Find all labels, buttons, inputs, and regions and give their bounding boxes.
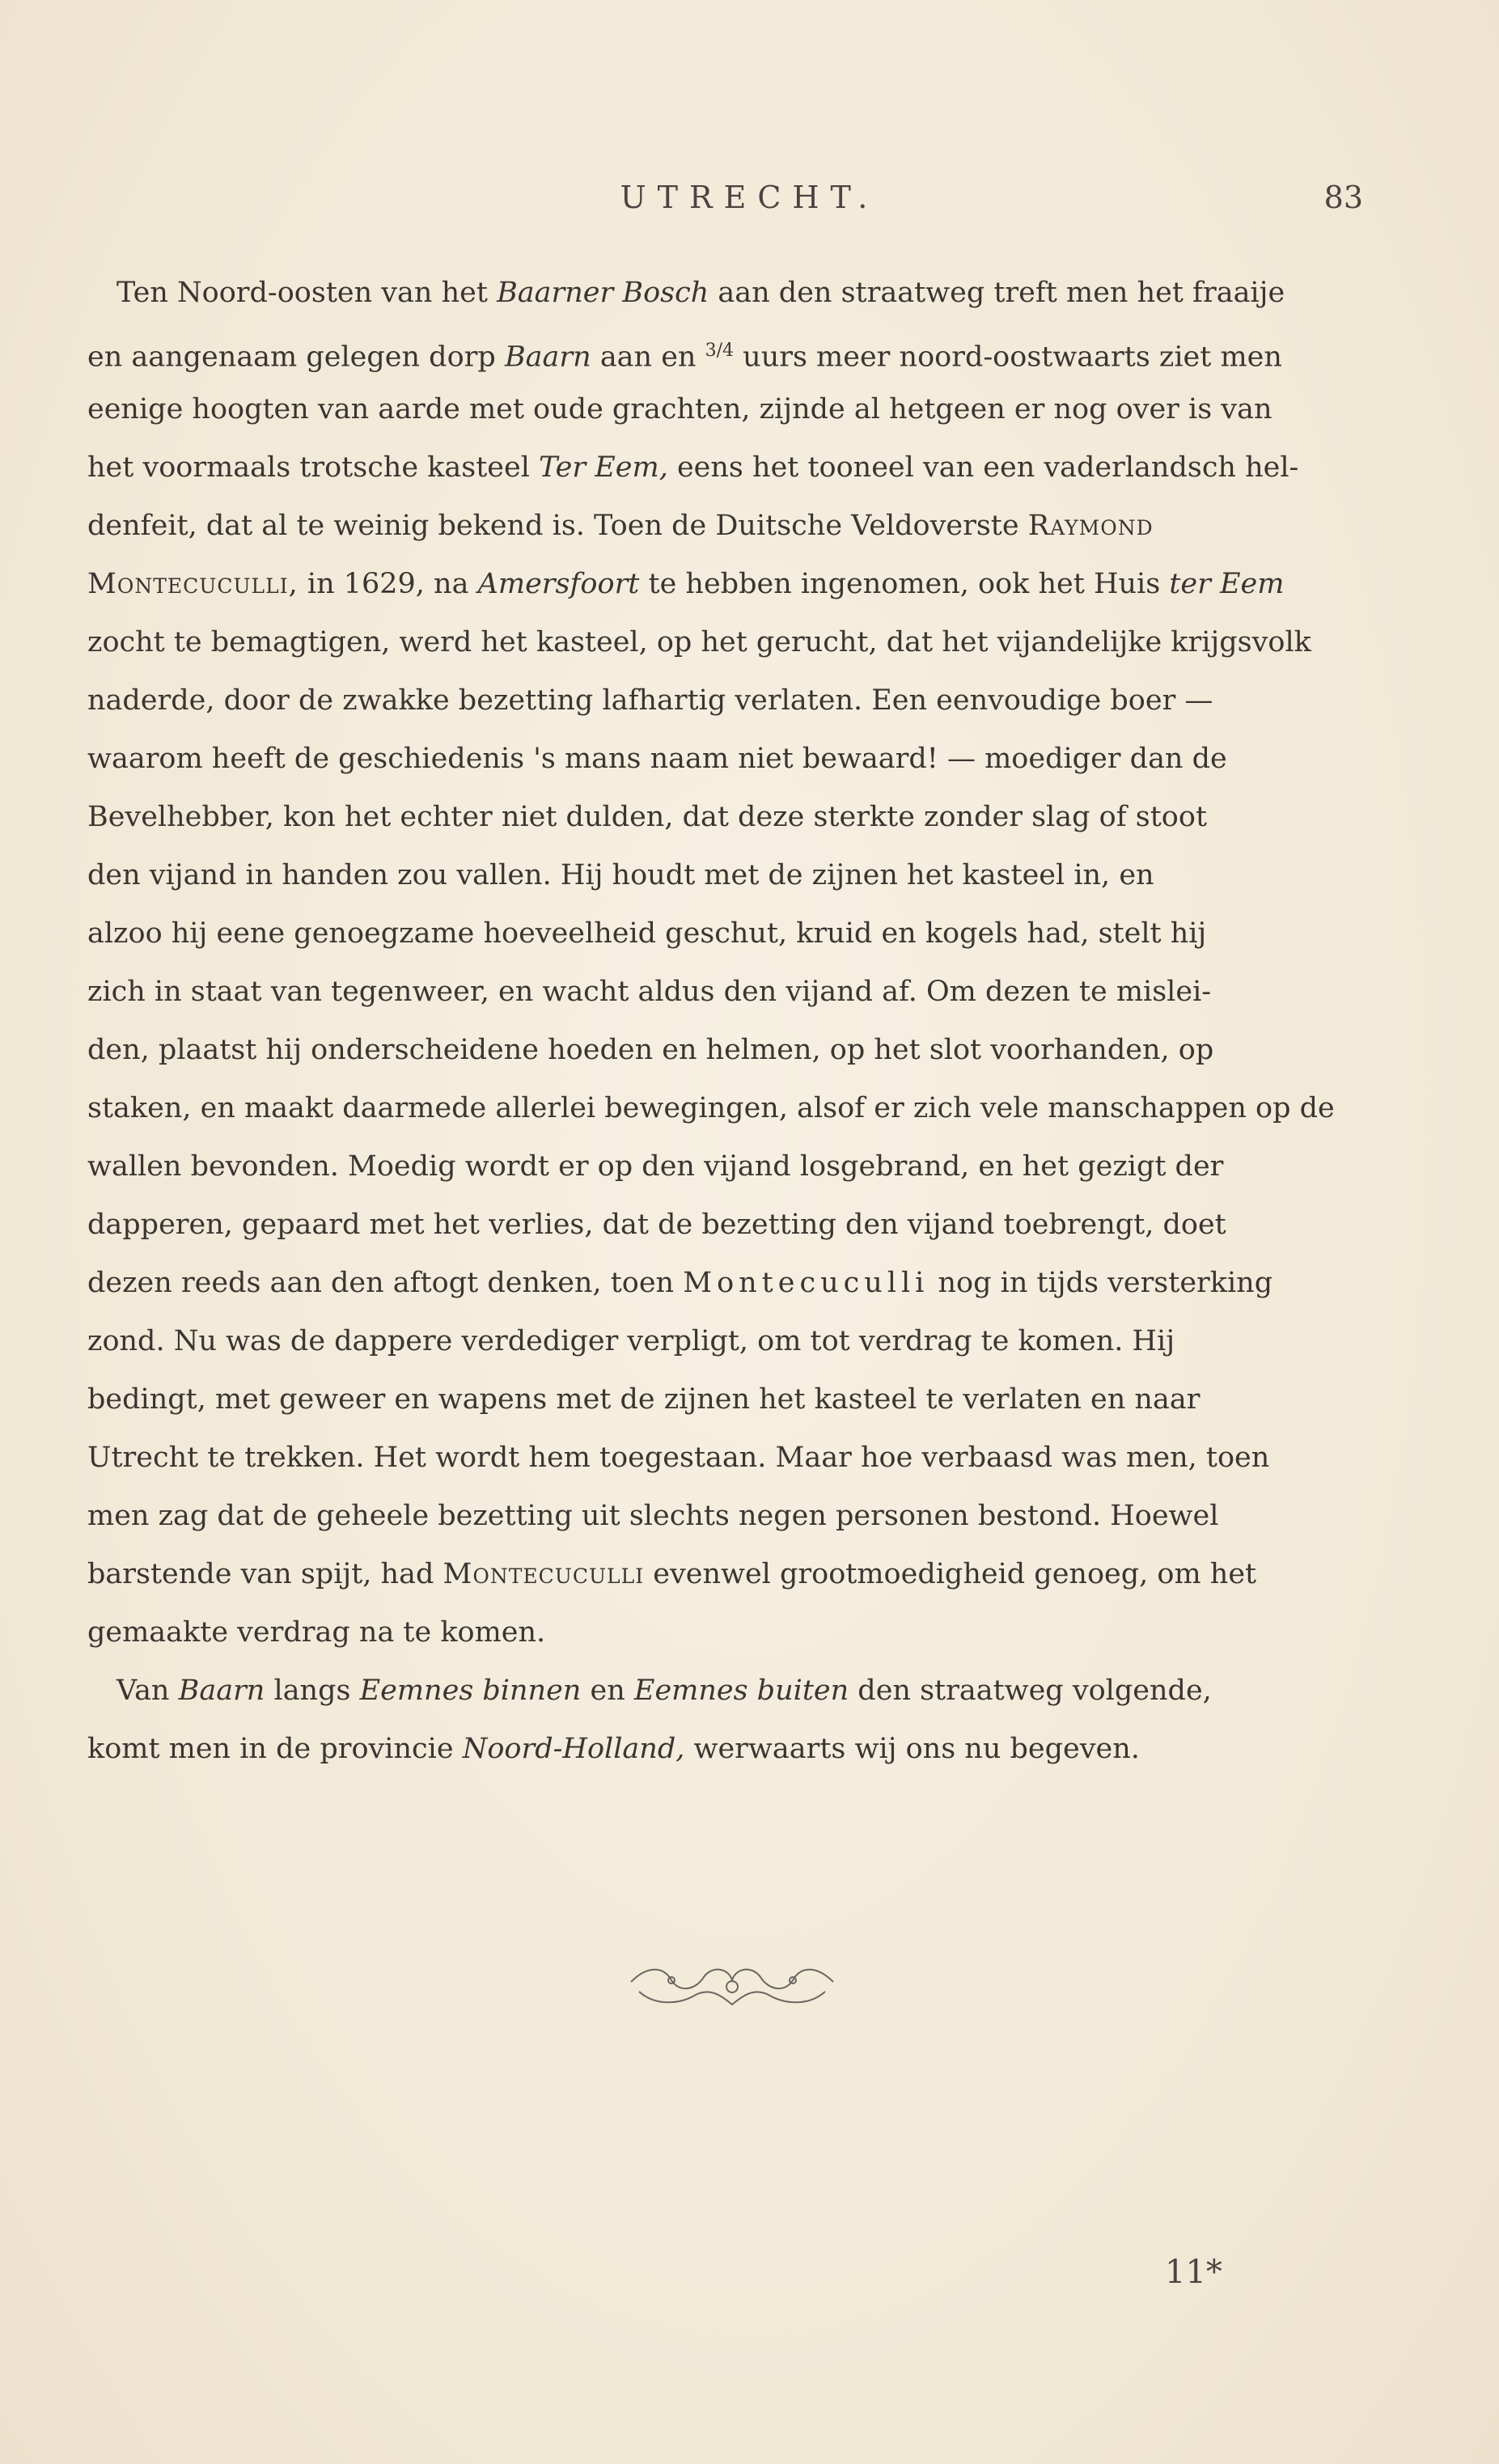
text-line: dapperen, gepaard met het verlies, dat de bezetting den vijand toebrengt, doet — [87, 1209, 1226, 1241]
text-line: naderde, door de zwakke bezetting lafhartig verlaten. Een eenvoudige boer — — [87, 684, 1213, 717]
signature-mark: 11* — [1165, 2254, 1222, 2291]
text-line: en aangenaam gelegen dorp Baarn aan en $^{3/4}$ uurs meer noord-oostwaarts ziet men — [87, 341, 1282, 374]
text-line: waarom heeft de geschiedenis 's mans naam niet bewaard! — moediger dan de — [87, 743, 1227, 775]
text-line: den, plaatst hij onderscheidene hoeden en helmen, op het slot voorhanden, op — [87, 1034, 1214, 1066]
text-line: het voormaals trotsche kasteel Ter Eem, eens het tooneel van een vaderlandsch hel- — [87, 451, 1299, 484]
running-head: UTRECHT. — [620, 180, 879, 215]
text-line: men zag dat de geheele bezetting uit slechts negen personen bestond. Hoewel — [87, 1500, 1219, 1532]
text-line: Montecuculli, in 1629, na Amersfoort te hebben ingenomen, ook het Huis ter Eem — [87, 568, 1285, 600]
text-line: barstende van spijt, had Montecuculli evenwel grootmoedigheid genoeg, om het — [87, 1558, 1257, 1590]
text-line: Van Baarn langs Eemnes binnen en Eemnes buiten den straatweg volgende, — [116, 1674, 1212, 1707]
text-line: den vijand in handen zou vallen. Hij houdt met de zijnen het kasteel in, en — [87, 859, 1154, 891]
floral-ornament-icon — [623, 1958, 841, 2014]
text-line: denfeit, dat al te weinig bekend is. Toen de Duitsche Veldoverste Raymond — [87, 510, 1154, 542]
text-line: zond. Nu was de dappere verdediger verpligt, om tot verdrag te komen. Hij — [87, 1325, 1175, 1357]
text-line: staken, en maakt daarmede allerlei bewegingen, alsof er zich vele manschappen op de — [87, 1092, 1335, 1124]
page-number: 83 — [1323, 180, 1363, 215]
text-line: zich in staat van tegenweer, en wacht aldus den vijand af. Om dezen te mislei- — [87, 976, 1212, 1008]
text-line: Ten Noord-oosten van het Baarner Bosch aan den straatweg treft men het fraaije — [116, 277, 1285, 309]
text-line: alzoo hij eene genoegzame hoeveelheid geschut, kruid en kogels had, stelt hij — [87, 917, 1207, 950]
text-line: Bevelhebber, kon het echter niet dulden, dat deze sterkte zonder slag of stoot — [87, 801, 1208, 833]
text-line: eenige hoogten van aarde met oude grachten, zijnde al hetgeen er nog over is van — [87, 393, 1272, 425]
text-line: dezen reeds aan den aftogt denken, toen Montecuculli nog in tijds versterking — [87, 1267, 1273, 1299]
text-line: Utrecht te trekken. Het wordt hem toegestaan. Maar hoe verbaasd was men, toen — [87, 1442, 1270, 1474]
text-line: gemaakte verdrag na te komen. — [87, 1616, 546, 1649]
text-line: zocht te bemagtigen, werd het kasteel, op het gerucht, dat het vijandelijke krijgsvolk — [87, 626, 1311, 658]
text-line: wallen bevonden. Moedig wordt er op den vijand losgebrand, en het gezigt der — [87, 1150, 1224, 1183]
text-line: bedingt, met geweer en wapens met de zijnen het kasteel te verlaten en naar — [87, 1383, 1200, 1416]
text-line: komt men in de provincie Noord-Holland, werwaarts wij ons nu begeven. — [87, 1733, 1140, 1765]
